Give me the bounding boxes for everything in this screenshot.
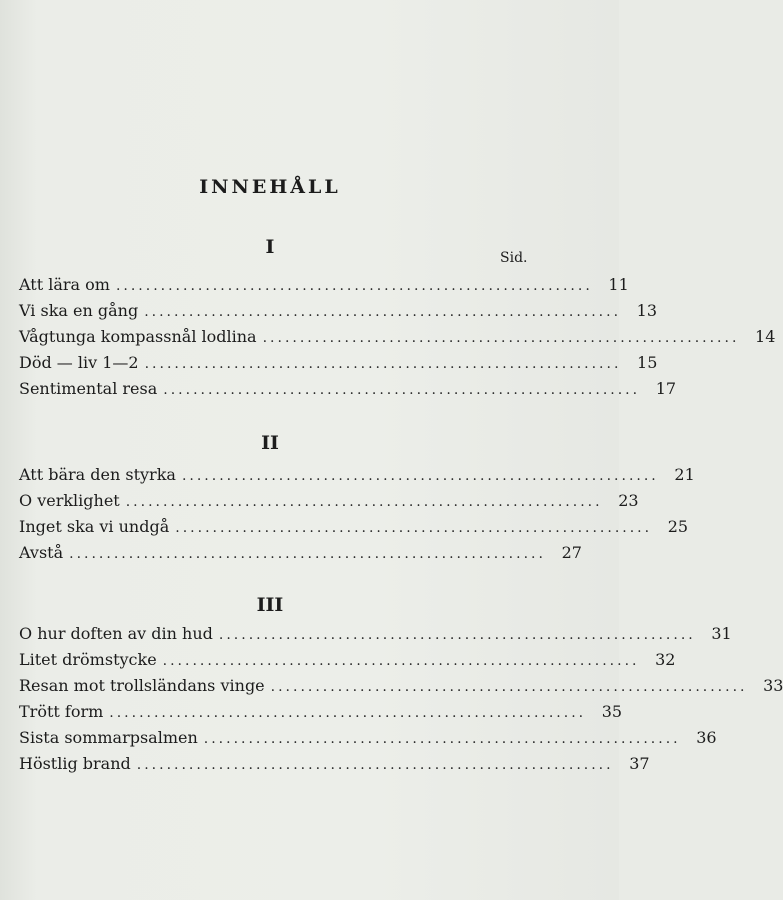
- leader-dots: ................................................................: [125, 494, 603, 510]
- toc-entry: [19, 301, 658, 327]
- leader-dots: ................................................................: [162, 653, 640, 669]
- entry-title: Sentimental resa: [19, 379, 158, 398]
- entry-title: Litet drömstycke: [19, 650, 157, 669]
- entry-page: 14: [755, 327, 776, 346]
- toc-entry: [19, 465, 695, 491]
- leader-dots: ................................................................: [144, 356, 622, 372]
- leader-dots: ................................................................: [115, 278, 593, 294]
- entry-title: Höstlig brand: [19, 754, 131, 773]
- leader-dots: ................................................................: [144, 304, 622, 320]
- section-heading-1: I: [265, 236, 275, 258]
- leader-dots: ................................................................: [163, 382, 641, 398]
- leader-dots: ................................................................: [181, 468, 659, 484]
- leader-dots: ................................................................: [136, 757, 614, 773]
- entry-title: Sista sommarpsalmen: [19, 728, 198, 747]
- section-1-entries: [19, 275, 776, 405]
- toc-entry: [19, 754, 650, 780]
- section-heading-3: III: [256, 594, 284, 616]
- entry-title: Trött form: [19, 702, 104, 721]
- entry-title: Avstå: [19, 543, 64, 562]
- leader-dots: ................................................................: [218, 627, 696, 643]
- toc-entry: [19, 275, 629, 301]
- leader-dots: ................................................................: [203, 731, 681, 747]
- toc-entry: [19, 624, 732, 650]
- toc-entry: [19, 327, 776, 353]
- toc-entry: [19, 728, 717, 754]
- entry-page: 13: [636, 301, 658, 320]
- section-2-entries: [19, 465, 695, 569]
- entry-title: Vågtunga kompassnål lodlina: [19, 327, 257, 346]
- entry-page: 15: [637, 353, 658, 372]
- entry-page: 17: [655, 379, 677, 398]
- page-column-label: Sid.: [500, 250, 528, 266]
- toc-entry: [19, 676, 783, 702]
- entry-title: Att lära om: [19, 275, 110, 294]
- entry-page: 32: [655, 650, 676, 669]
- toc-entry: [19, 379, 677, 405]
- entry-title: Död — liv 1—2: [19, 353, 139, 372]
- entry-page: 21: [674, 465, 695, 484]
- toc-entry: [19, 491, 639, 517]
- entry-page: 11: [608, 275, 629, 294]
- leader-dots: ................................................................: [262, 330, 740, 346]
- leader-dots: ................................................................: [270, 679, 748, 695]
- entry-title: Resan mot trollsländans vinge: [19, 676, 265, 695]
- leader-dots: ................................................................: [109, 705, 587, 721]
- entry-title: O hur doften av din hud: [19, 624, 213, 643]
- entry-page: 35: [601, 702, 623, 721]
- entry-page: 33: [763, 676, 783, 695]
- page-title: INNEHÅLL: [199, 176, 341, 198]
- leader-dots: ................................................................: [69, 546, 546, 562]
- section-3-entries: [19, 624, 783, 780]
- entry-page: 25: [667, 517, 689, 536]
- entry-page: 27: [561, 543, 582, 562]
- toc-entry: [19, 353, 658, 379]
- leader-dots: ................................................................: [175, 520, 653, 536]
- toc-entry: [19, 517, 689, 543]
- entry-page: 36: [696, 728, 717, 747]
- entry-title: O verklighet: [19, 491, 120, 510]
- entry-page: 31: [711, 624, 732, 643]
- entry-page: 37: [629, 754, 650, 773]
- toc-entry: [19, 650, 676, 676]
- entry-title: Inget ska vi undgå: [19, 517, 170, 536]
- entry-page: 23: [618, 491, 639, 510]
- toc-entry: [19, 543, 582, 569]
- section-heading-2: II: [261, 432, 279, 454]
- entry-title: Vi ska en gång: [19, 301, 139, 320]
- entry-title: Att bära den styrka: [19, 465, 176, 484]
- toc-entry: [19, 702, 623, 728]
